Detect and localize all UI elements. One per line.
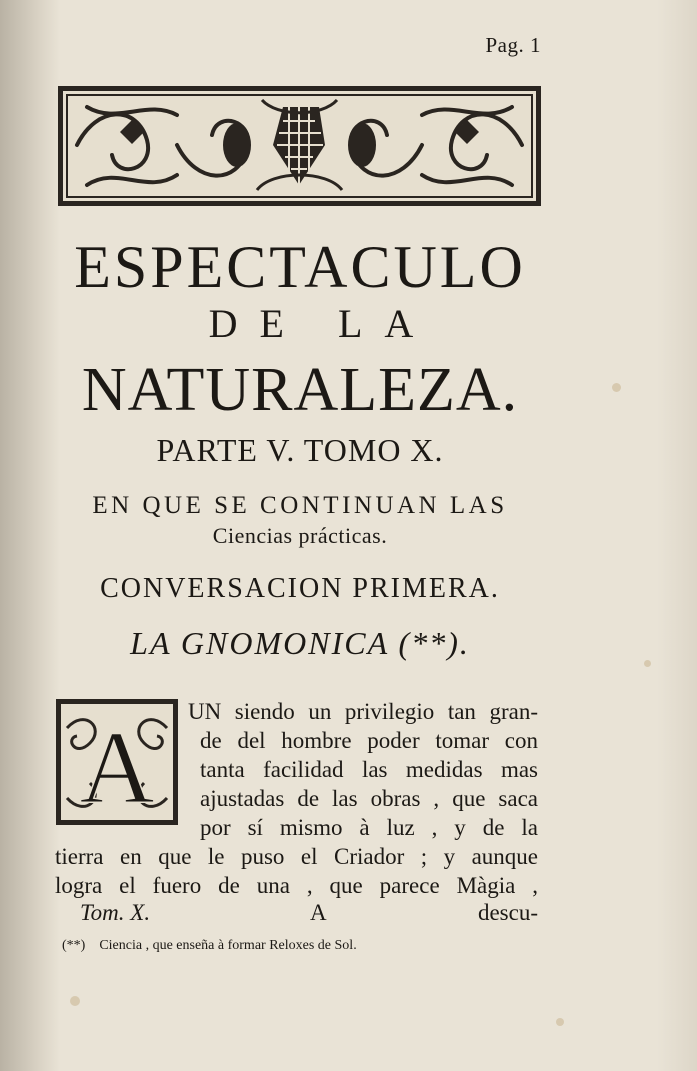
- title-line-naturaleza: NATURALEZA.: [81, 356, 519, 424]
- drop-cap-letter: A: [79, 710, 155, 825]
- signature-line: [80, 900, 538, 928]
- body-line: de del hombre poder tomar con: [200, 728, 538, 753]
- title-line-espectaculo: ESPECTACULO: [74, 234, 526, 300]
- foxing-spot: [556, 1018, 564, 1026]
- page-number: Pag. 1: [485, 33, 541, 57]
- footnote: [62, 938, 357, 954]
- body-line: por sí mismo à luz , y de la: [200, 815, 538, 840]
- catchword: descu-: [477, 900, 538, 925]
- decorated-initial-icon: [55, 698, 179, 826]
- conversation-heading: CONVERSACION PRIMERA.: [100, 573, 500, 604]
- topic-heading: LA GNOMONICA (**).: [130, 625, 470, 661]
- subtitle-line-1: EN QUE SE CONTINUAN LAS: [92, 492, 508, 519]
- title-line-de-la: DE LA: [208, 301, 436, 346]
- foxing-spot: [70, 996, 80, 1006]
- footnote-text: Ciencia , que enseña à formar Reloxes de Sol.: [99, 938, 357, 953]
- body-line: tierra en que le puso el Criador ; y aunque: [55, 844, 538, 869]
- floral-ornament-band-icon: [57, 85, 542, 207]
- foxing-spot: [644, 660, 651, 667]
- signature-tome: Tom. X.: [80, 900, 151, 925]
- body-line: tanta facilidad las medidas mas: [200, 757, 538, 782]
- signature-letter: A: [310, 900, 327, 925]
- body-line: UN siendo un privilegio tan gran-: [188, 699, 538, 724]
- footnote-mark: (**): [62, 938, 86, 953]
- body-line: logra el fuero de una , que parece Màgia ,: [55, 873, 538, 898]
- page-edge-shadow: [657, 0, 697, 1071]
- subtitle-line-2: Ciencias prácticas.: [212, 523, 388, 548]
- part-tome-heading: PARTE V. TOMO X.: [156, 432, 444, 468]
- foxing-spot: [612, 383, 621, 392]
- body-line: ajustadas de las obras , que saca: [200, 786, 538, 811]
